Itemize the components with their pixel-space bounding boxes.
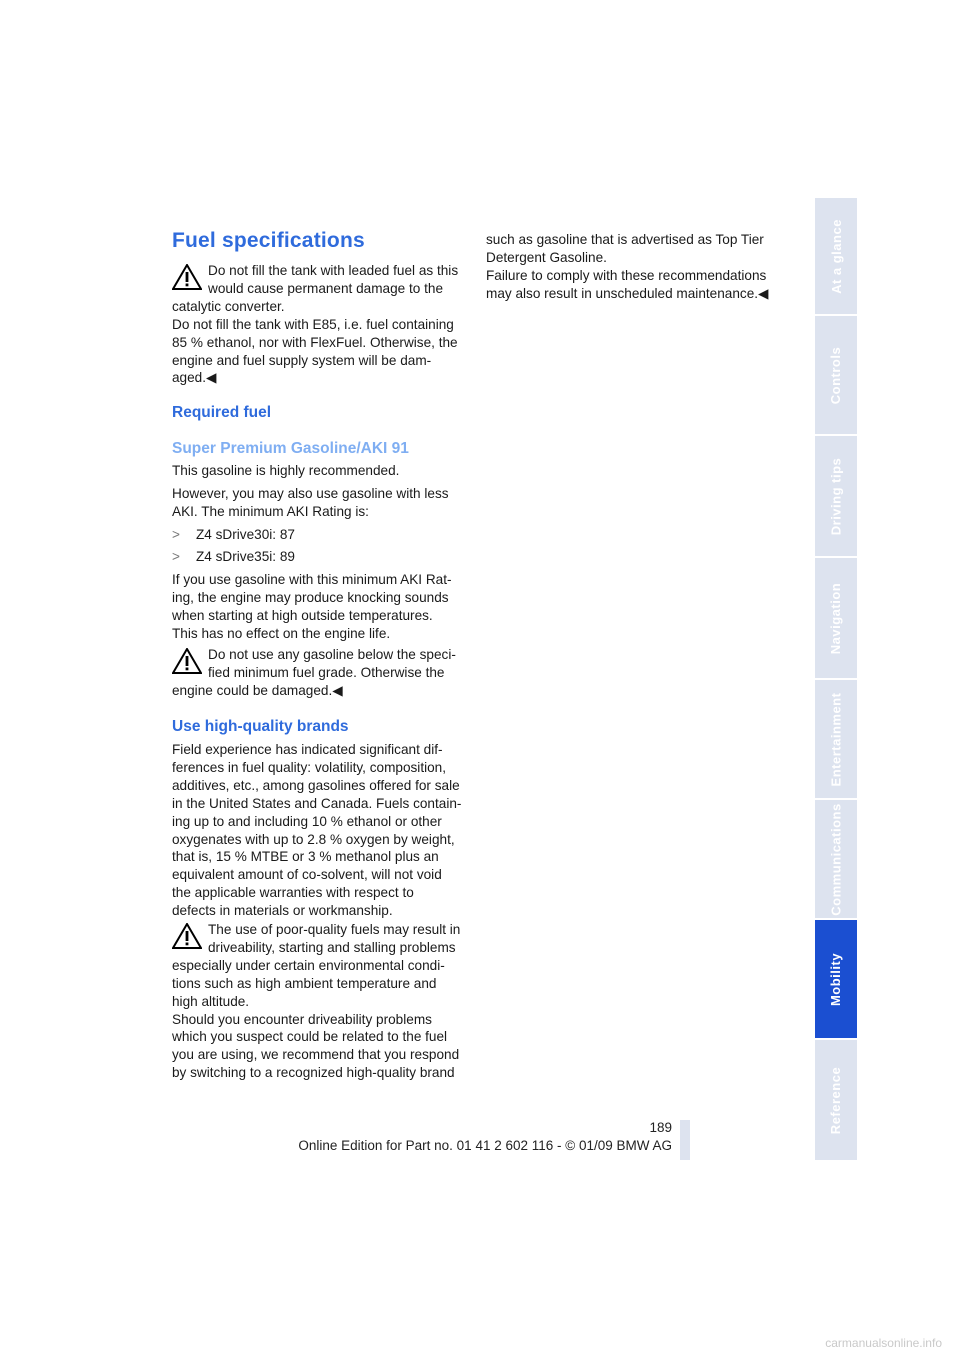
page-number: 189 [649, 1120, 672, 1135]
minimum-aki-paragraph [172, 571, 452, 643]
list-item-text: Z4 sDrive35i: 89 [196, 549, 295, 564]
warning-text-line: you are using, we recommend that you respond [172, 1047, 460, 1063]
warning-triangle-icon [172, 264, 202, 290]
warning-poor-quality [172, 921, 464, 1082]
heading-required-fuel: Required fuel [172, 404, 272, 421]
warning-text-line: The use of poor-quality fuels may result in [208, 922, 461, 937]
body-text: Detergent Gasoline. [486, 249, 607, 265]
body-text: equivalent amount of co-solvent, will not void [172, 867, 442, 883]
body-text: However, you may also use gasoline with less [172, 486, 449, 501]
heading-super-premium: Super Premium Gasoline/AKI 91 [172, 440, 409, 457]
body-text: when starting at high outside temperatures. [172, 607, 433, 623]
tab-label: Reference [828, 1066, 844, 1134]
warning-text-line: engine could be damaged.◀ [172, 682, 343, 698]
warning-text-line: high altitude. [172, 993, 250, 1009]
tab-entertainment[interactable] [815, 680, 857, 800]
bullet-marker: > [172, 549, 180, 564]
page-title: Fuel specifications [172, 229, 365, 252]
footer-edition-text: Online Edition for Part no. 01 41 2 602 116 - © 01/09 BMW AG [298, 1138, 672, 1153]
tab-label: Driving tips [828, 457, 844, 535]
warning-text-line: Do not fill the tank with E85, i.e. fuel containing [172, 316, 454, 332]
tab-reference[interactable] [815, 1040, 857, 1162]
list-item [172, 526, 295, 544]
field-experience-paragraph [172, 741, 461, 920]
body-text: defects in materials or workmanship. [172, 903, 393, 919]
tab-label: Communications [828, 802, 844, 916]
tab-at-a-glance[interactable] [815, 198, 857, 316]
tab-controls[interactable] [815, 316, 857, 436]
warning-minimum-grade [172, 646, 464, 700]
warning-triangle-icon [172, 648, 202, 674]
warning-triangle-icon [172, 923, 202, 949]
body-text: AKI. The minimum AKI Rating is: [172, 503, 369, 519]
tab-label: Navigation [828, 582, 844, 654]
bullet-marker: > [172, 527, 180, 542]
warning-text-line: driveability, starting and stalling problems [208, 939, 456, 955]
body-text: This gasoline is highly recommended. [172, 463, 400, 478]
warning-leaded-fuel [172, 262, 464, 387]
warning-text-line: Should you encounter driveability problems [172, 1011, 432, 1027]
tab-label: At a glance [828, 218, 844, 294]
warning-text-line: engine and fuel supply system will be dam- [172, 352, 432, 368]
body-text: If you use gasoline with this minimum AKI Rat- [172, 572, 452, 587]
footer-bar [680, 1120, 690, 1160]
less-aki-paragraph [172, 485, 449, 521]
tab-label: Entertainment [828, 692, 844, 786]
tab-communications[interactable] [815, 800, 857, 920]
heading-high-quality: Use high-quality brands [172, 718, 349, 735]
body-text: Failure to comply with these recommendations [486, 267, 767, 283]
warning-text-line: Do not use any gasoline below the speci- [208, 647, 456, 662]
chapter-side-nav [815, 198, 857, 1160]
warning-text-line: Do not fill the tank with leaded fuel as this [208, 263, 459, 278]
body-text: such as gasoline that is advertised as Top Tier [486, 232, 764, 247]
warning-text-line: by switching to a recognized high-quality brand [172, 1065, 455, 1081]
tab-mobility[interactable] [815, 920, 857, 1040]
warning-text-line: especially under certain environmental condi- [172, 957, 445, 973]
warning-continuation [486, 231, 769, 303]
body-text: in the United States and Canada. Fuels contain- [172, 795, 462, 811]
body-text: additives, etc., among gasolines offered for sale [172, 777, 460, 793]
tab-label: Mobility [828, 952, 844, 1006]
tab-driving-tips[interactable] [815, 436, 857, 558]
tab-label: Controls [828, 346, 844, 404]
body-text: may also result in unscheduled maintenance.◀ [486, 285, 769, 301]
body-text: Field experience has indicated significant dif- [172, 742, 443, 757]
warning-text-line: tions such as high ambient temperature and [172, 975, 437, 991]
warning-text-line: would cause permanent damage to the [208, 280, 444, 296]
watermark: carmanualsonline.info [825, 1336, 942, 1350]
list-item-text: Z4 sDrive30i: 87 [196, 527, 295, 542]
list-item [172, 548, 295, 566]
warning-text-line: fied minimum fuel grade. Otherwise the [208, 664, 445, 680]
body-text: that is, 15 % MTBE or 3 % methanol plus an [172, 849, 439, 865]
tab-navigation[interactable] [815, 558, 857, 680]
body-text: oxygenates with up to 2.8 % oxygen by weight, [172, 831, 455, 847]
body-text: ing up to and including 10 % ethanol or other [172, 813, 442, 829]
body-text: ferences in fuel quality: volatility, composition, [172, 759, 447, 775]
body-text: ing, the engine may produce knocking sounds [172, 589, 449, 605]
warning-text-line: which you suspect could be related to the fuel [172, 1029, 448, 1045]
warning-text-line: 85 % ethanol, nor with FlexFuel. Otherwise, the [172, 334, 458, 350]
warning-text-line: aged.◀ [172, 370, 217, 386]
body-text: This has no effect on the engine life. [172, 625, 391, 641]
warning-text-line: catalytic converter. [172, 298, 285, 314]
body-text: the applicable warranties with respect to [172, 885, 414, 901]
